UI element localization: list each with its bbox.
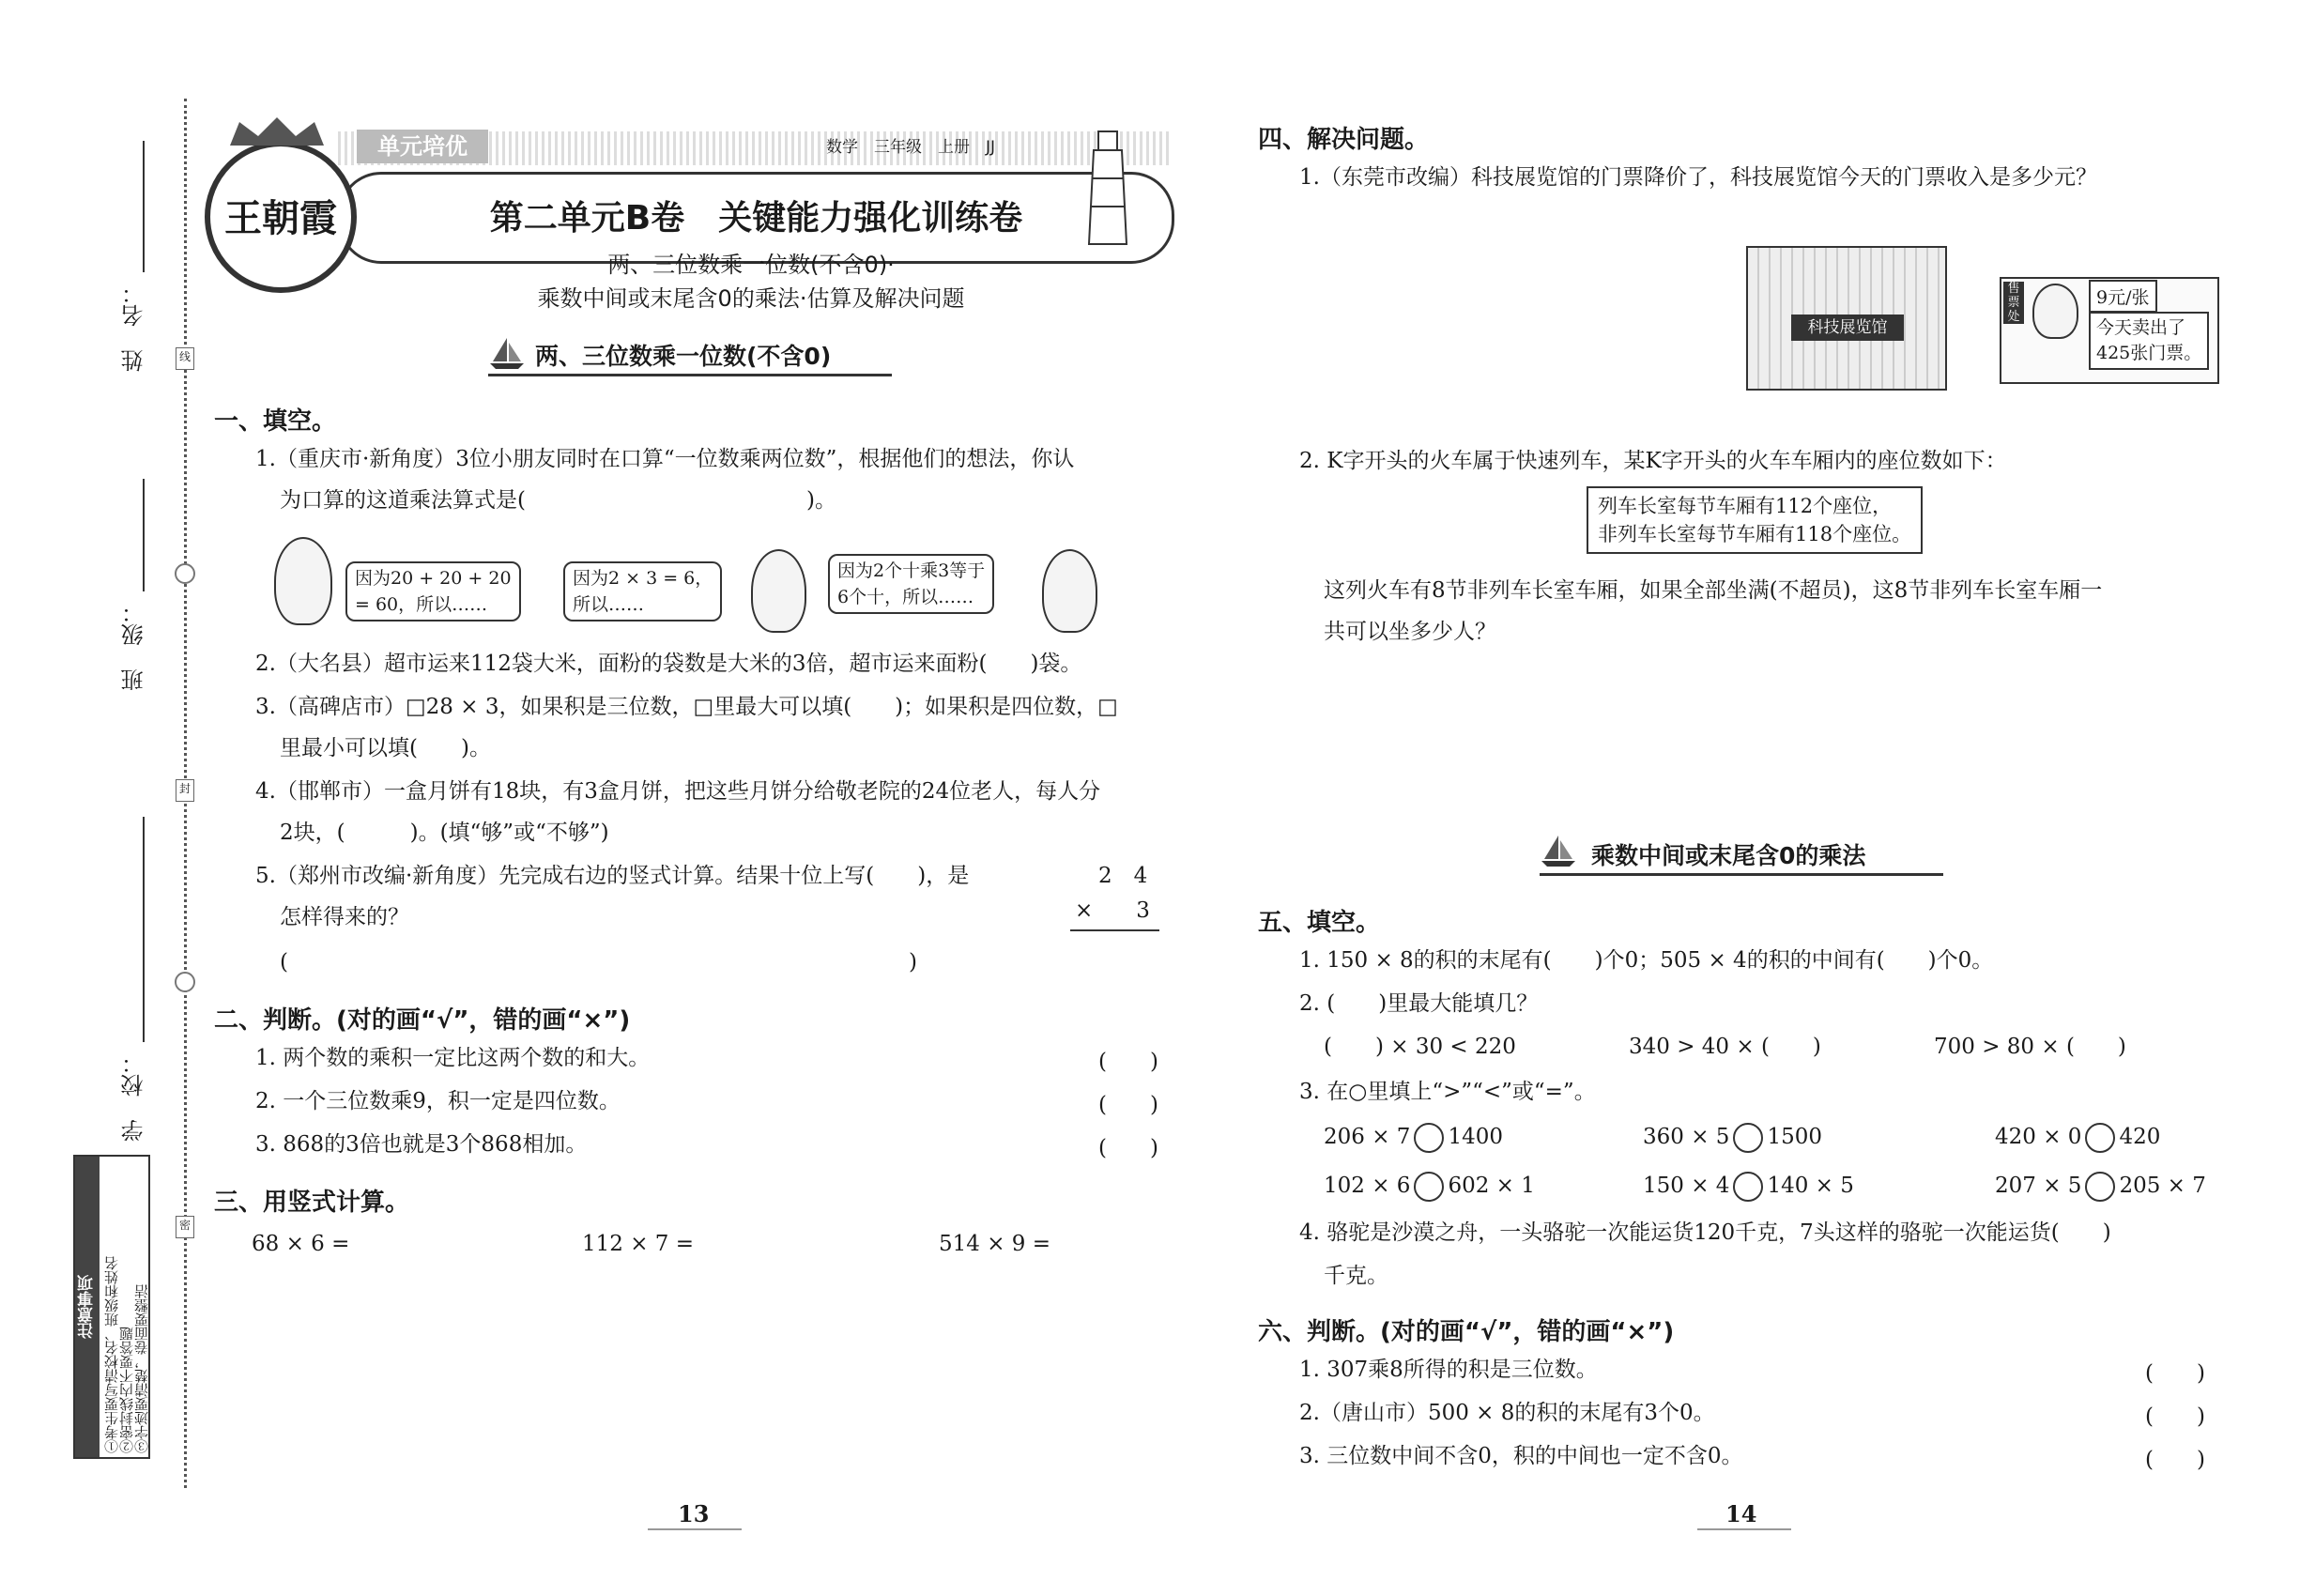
- q5-line-1: 5.（郑州市改编·新角度）先完成右边的竖式计算。结果十位上写( )，是: [255, 864, 970, 888]
- bubble-3-line-1: 因为2个十乘3等于: [837, 560, 986, 581]
- compare-circle[interactable]: [1414, 1172, 1444, 1202]
- notice-box: [73, 1155, 150, 1459]
- q3-line-1: 3.（高碑店市）□28 × 3，如果积是三位数，□里最大可以填( )；如果积是四位数，□: [255, 695, 1118, 719]
- judge-2: 2. 一个三位数乘9，积一定是四位数。: [255, 1089, 621, 1113]
- q4-line-1: 4.（邯郸市）一盒月饼有18块，有3盒月饼，把这些月饼分给敬老院的24位老人，每人分: [255, 779, 1101, 804]
- compare-right: 205 × 7: [2119, 1174, 2206, 1198]
- calc-1: 68 × 6 =: [252, 1232, 350, 1256]
- compare-left: 420 × 0: [1995, 1125, 2082, 1149]
- logo: [205, 141, 357, 293]
- judge-2-paren: ( ): [1098, 1093, 1158, 1117]
- compare-left: 102 × 6: [1324, 1174, 1411, 1198]
- compare-item-2: [1643, 1123, 1822, 1153]
- bubble-1-line-1: 因为20 + 20 + 20: [355, 568, 512, 589]
- q1-line-1: 1.（重庆市·新角度）3位小朋友同时在口算“一位数乘两位数”，根据他们的想法，你认: [255, 447, 1075, 471]
- q2: 2.（大名县）超市运来112袋大米，面粉的袋数是大米的3倍，超市运来面粉( )袋。: [255, 652, 1082, 676]
- seal-circle-icon: [175, 563, 195, 584]
- subtitle-line-2: 乘数中间或末尾含0的乘法·估算及解决问题: [537, 285, 965, 312]
- seller-figure: [2032, 284, 2078, 339]
- topic-underline: [488, 374, 892, 376]
- sold-note: [2089, 312, 2209, 370]
- bubble-3-line-2: 6个十，所以……: [837, 587, 974, 607]
- compare-right: 602 × 1: [1448, 1174, 1535, 1198]
- subtitle-line-1: 两、三位数乘一位数(不含0)·: [607, 252, 895, 278]
- topic-underline: [1540, 873, 1943, 876]
- page-number-right: 14: [1725, 1500, 1757, 1527]
- school-line: [143, 817, 145, 1042]
- q5-line-2: 怎样得来的？: [280, 905, 409, 929]
- page-title: 第二单元B卷 关键能力强化训练卷: [489, 199, 1023, 238]
- judge-1: 1. 两个数的乘积一定比这两个数的和大。: [255, 1046, 651, 1070]
- section-3-heading: 三、用竖式计算。: [214, 1189, 410, 1217]
- class-label: 班 级：: [121, 601, 147, 691]
- bubble-1-line-2: = 60，所以……: [355, 594, 488, 615]
- compare-circle[interactable]: [2085, 1172, 2115, 1202]
- fill-2-b: 340 > 40 × ( ): [1629, 1035, 1821, 1059]
- fill-1: 1. 150 × 8的积的末尾有( )个0；505 × 4的积的中间有( )个0。: [1299, 948, 1994, 973]
- right-judge-2: 2.（唐山市）500 × 8的积的末尾有3个0。: [1299, 1401, 1715, 1425]
- q3-line-2: 里最小可以填( )。: [280, 736, 491, 760]
- fill-4-line-2: 千克。: [1324, 1264, 1388, 1288]
- problem-2-question-line-1: 这列火车有8节非列车长室车厢，如果全部坐满(不超员)，这8节非列车长室车厢一: [1324, 578, 2103, 603]
- section-2-heading: 二、判断。(对的画“√”，错的画“×”): [214, 1006, 631, 1035]
- sold-note-line-2: 425张门票。: [2096, 343, 2202, 363]
- judge-1-paren: ( ): [1098, 1050, 1158, 1074]
- unit-tag: 单元培优: [357, 130, 488, 163]
- page-number-left: 13: [678, 1500, 710, 1527]
- problem-1: 1.（东莞市改编）科技展览馆的门票降价了，科技展览馆今天的门票收入是多少元？: [1299, 165, 2097, 190]
- compare-item-3: [1995, 1123, 2160, 1153]
- compare-circle[interactable]: [1733, 1123, 1763, 1153]
- compare-item-6: [1995, 1172, 2206, 1202]
- section-4-heading: 四、解决问题。: [1258, 126, 1430, 154]
- compare-left: 206 × 7: [1324, 1125, 1411, 1149]
- subject-info: 数学 三年级 上册 JJ: [826, 138, 996, 157]
- fill-2: 2. ( )里最大能填几？: [1299, 991, 1539, 1016]
- girl-figure-2: [751, 549, 806, 633]
- seat-info-box: [1587, 486, 1923, 554]
- name-label: 姓 名：: [121, 282, 147, 372]
- topic-heading-2: 乘数中间或末尾含0的乘法: [1591, 842, 1866, 869]
- boy-figure: [1042, 549, 1097, 633]
- problem-2-question-line-2: 共可以坐多少人？: [1324, 620, 1496, 644]
- sailboat-icon: [488, 333, 526, 371]
- school-label: 学 校：: [121, 1051, 147, 1142]
- crown-icon: [225, 113, 329, 150]
- problem-2: 2. K字开头的火车属于快速列车，某K字开头的火车车厢内的座位数如下：: [1299, 449, 2007, 473]
- speech-bubble-3: [828, 554, 994, 614]
- right-judge-1: 1. 307乘8所得的积是三位数。: [1299, 1358, 1598, 1382]
- notice-line: ②密封线内不要答题: [118, 1327, 135, 1453]
- compare-left: 360 × 5: [1643, 1125, 1730, 1149]
- compare-left: 150 × 4: [1643, 1174, 1730, 1198]
- compare-right: 420: [2119, 1125, 2161, 1149]
- page-number-wave: [1697, 1528, 1791, 1530]
- section-6-heading: 六、判断。(对的画“√”，错的画“×”): [1258, 1318, 1675, 1346]
- bubble-2-line-2: 所以……: [573, 594, 645, 615]
- lighthouse-icon: [1080, 127, 1136, 249]
- q1-line-2: 为口算的这道乘法算式是( )。: [280, 488, 836, 513]
- speech-bubble-1: [345, 561, 521, 622]
- vertical-calc-line: [1070, 929, 1159, 931]
- compare-right: 140 × 5: [1767, 1174, 1854, 1198]
- sailboat-icon: [1540, 831, 1577, 868]
- class-line: [143, 479, 145, 591]
- calc-3: 514 × 9 =: [939, 1232, 1051, 1256]
- compare-circle[interactable]: [1733, 1172, 1763, 1202]
- girl-figure: [274, 537, 332, 625]
- notice-head: 注意事项: [75, 1157, 100, 1457]
- compare-left: 207 × 5: [1995, 1174, 2082, 1198]
- compare-circle[interactable]: [2085, 1123, 2115, 1153]
- topic-heading-1: 两、三位数乘一位数(不含0): [535, 343, 832, 370]
- fill-2-c: 700 > 80 × ( ): [1934, 1035, 2126, 1059]
- compare-right: 1500: [1767, 1125, 1822, 1149]
- q4-line-2: 2块，( )。(填“够”或“不够”): [280, 821, 609, 845]
- speech-bubble-2: [563, 561, 722, 622]
- right-judge-3: 3. 三位数中间不含0，积的中间也一定不含0。: [1299, 1444, 1743, 1468]
- judge-3-paren: ( ): [1098, 1136, 1158, 1160]
- fill-3: 3. 在○里填上“>”“<”或“=”。: [1299, 1080, 1596, 1104]
- name-line: [143, 141, 145, 272]
- seal-mark-feng: 封: [176, 779, 194, 802]
- fill-2-a: ( ) × 30 < 220: [1324, 1035, 1516, 1059]
- price-tag: 9元/张: [2089, 280, 2157, 313]
- q5-paren-open: (: [280, 950, 288, 974]
- right-judge-3-paren: ( ): [2145, 1448, 2205, 1472]
- seat-info-line-1: 列车长室每节车厢有112个座位，: [1598, 495, 1893, 517]
- bubble-2-line-1: 因为2 × 3 = 6，: [573, 568, 713, 589]
- ticket-booth-label: 售票处: [2003, 282, 2024, 324]
- right-judge-2-paren: ( ): [2145, 1404, 2205, 1429]
- fill-4-line-1: 4. 骆驼是沙漠之舟，一头骆驼一次能运货120千克，7头这样的骆驼一次能运货( ): [1299, 1220, 2111, 1245]
- notice-line: ①考生要写清校名、班级和姓名: [103, 1256, 120, 1453]
- logo-text: 王朝霞: [224, 196, 337, 240]
- compare-circle[interactable]: [1414, 1123, 1444, 1153]
- seal-circle-icon: [175, 972, 195, 992]
- section-5-heading: 五、填空。: [1258, 909, 1381, 937]
- calc-2: 112 × 7 =: [582, 1232, 695, 1256]
- right-judge-1-paren: ( ): [2145, 1361, 2205, 1386]
- museum-sign: 科技展览馆: [1791, 315, 1904, 341]
- compare-item-1: [1324, 1123, 1503, 1153]
- seal-mark-mi: 密: [176, 1216, 194, 1238]
- compare-item-5: [1643, 1172, 1854, 1202]
- seal-mark-xian: 线: [176, 347, 194, 370]
- compare-item-4: [1324, 1172, 1535, 1202]
- notice-line: ③字迹要清楚，卷面要整洁: [133, 1284, 150, 1453]
- page-number-wave: [648, 1528, 742, 1530]
- section-1-heading: 一、填空。: [214, 407, 337, 436]
- vertical-calc-top: 2 4: [1098, 864, 1148, 888]
- compare-right: 1400: [1448, 1125, 1503, 1149]
- vertical-calc-mult: × 3: [1075, 898, 1150, 923]
- judge-3: 3. 868的3倍也就是3个868相加。: [255, 1132, 588, 1157]
- seat-info-line-2: 非列车长室每节车厢有118个座位。: [1598, 523, 1912, 545]
- sold-note-line-1: 今天卖出了: [2096, 317, 2186, 338]
- q5-paren-close: ): [909, 950, 917, 974]
